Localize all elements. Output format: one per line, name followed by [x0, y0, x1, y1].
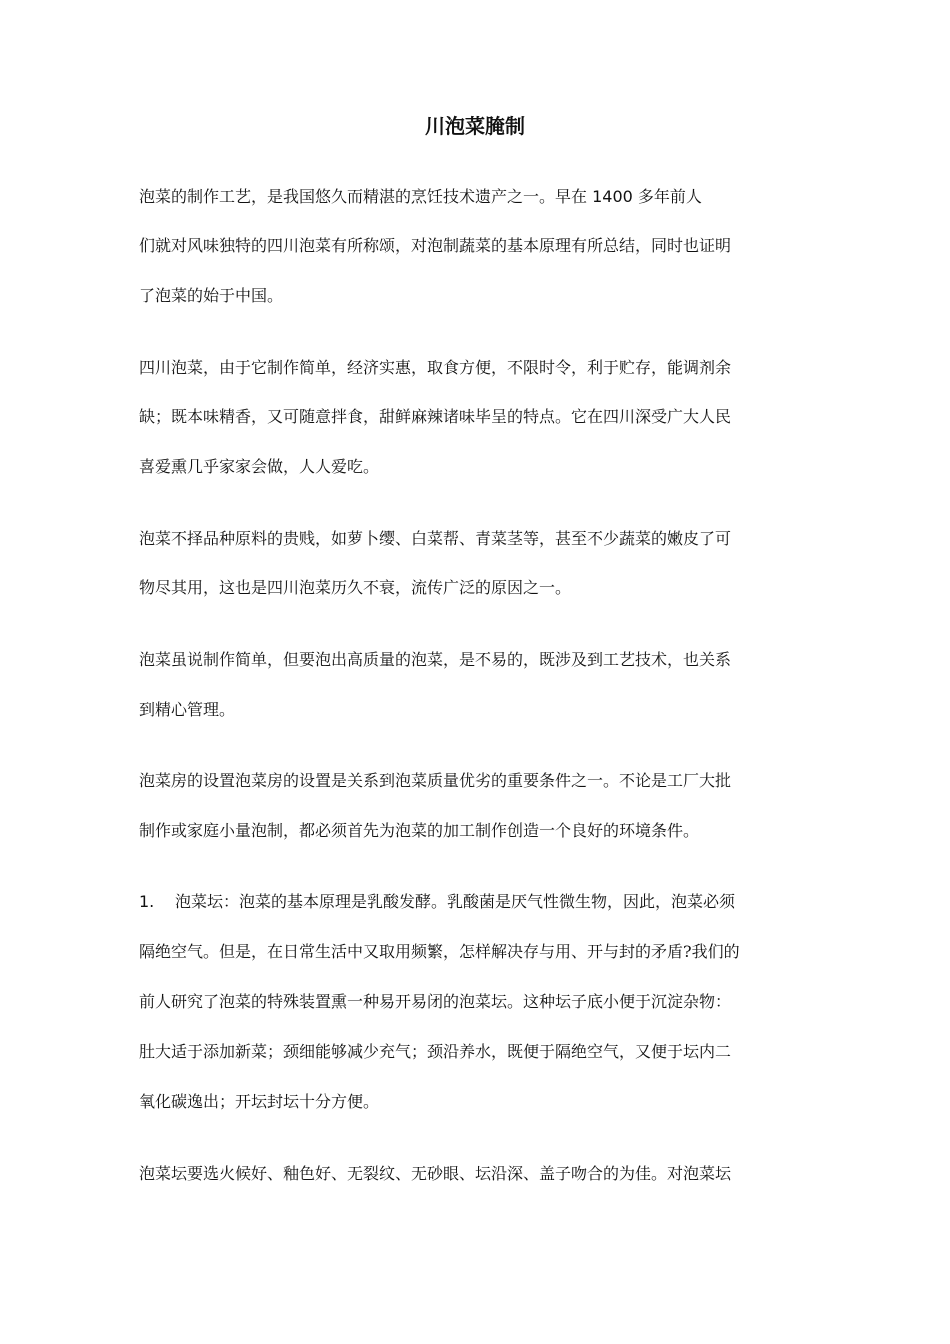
- paragraph-5-line-1: 泡菜房的设置泡菜房的设置是关系到泡菜质量优劣的重要条件之一。不论是工厂大批: [139, 771, 732, 790]
- paragraph-7-line-1: 泡菜坛要选火候好、釉色好、无裂纹、无砂眼、坛沿深、盖子吻合的为佳。对泡菜坛: [139, 1164, 732, 1183]
- paragraph-2-line-2: 缺；既本味精香，又可随意拌食，甜鲜麻辣诸味毕呈的特点。它在四川深受广大人民: [139, 407, 732, 426]
- paragraph-6-line-1: [139, 890, 735, 914]
- paragraph-1-line-1-text-a: 泡菜的制作工艺，是我国悠久而精湛的烹饪技术遗产之一。早在: [139, 187, 593, 206]
- paragraph-6-line-2: 隔绝空气。但是，在日常生活中又取用频繁，怎样解决存与用、开与封的矛盾?我们的: [139, 942, 740, 961]
- paragraph-4-line-2: 到精心管理。: [139, 700, 236, 719]
- document-title: 川泡菜腌制: [425, 114, 525, 138]
- list-number-marker: 1.: [139, 892, 155, 911]
- paragraph-6-line-1-text: 泡菜坛：泡菜的基本原理是乳酸发酵。乳酸菌是厌气性微生物，因此，泡菜必须: [175, 892, 736, 911]
- paragraph-2-line-1: 四川泡菜，由于它制作简单，经济实惠，取食方便，不限时令，利于贮存，能调剂余: [139, 358, 732, 377]
- paragraph-3-line-1: 泡菜不择品种原料的贵贱，如萝卜缨、白菜帮、青菜茎等，甚至不少蔬菜的嫩皮了可: [139, 529, 732, 548]
- paragraph-1-line-2: 们就对风味独特的四川泡菜有所称颂，对泡制蔬菜的基本原理有所总结，同时也证明: [139, 236, 732, 255]
- paragraph-3-line-2: 物尽其用，这也是四川泡菜历久不衰，流传广泛的原因之一。: [139, 578, 572, 597]
- paragraph-6-line-4: 肚大适于添加新菜；颈细能够减少充气；颈沿养水，既便于隔绝空气，又便于坛内二: [139, 1042, 732, 1061]
- paragraph-1-year-number: 1400: [592, 187, 633, 206]
- paragraph-4-line-1: 泡菜虽说制作简单，但要泡出高质量的泡菜，是不易的，既涉及到工艺技术，也关系: [139, 650, 732, 669]
- paragraph-6-line-5: 氧化碳逸出；开坛封坛十分方便。: [139, 1092, 380, 1111]
- paragraph-5-line-2: 制作或家庭小量泡制，都必须首先为泡菜的加工制作创造一个良好的环境条件。: [139, 821, 700, 840]
- paragraph-1-line-3: 了泡菜的始于中国。: [139, 286, 284, 305]
- paragraph-1-line-1: [139, 185, 702, 209]
- paragraph-6-line-3: 前人研究了泡菜的特殊装置熏一种易开易闭的泡菜坛。这种坛子底小便于沉淀杂物：: [139, 992, 732, 1011]
- paragraph-2-line-3: 喜爱熏几乎家家会做，人人爱吃。: [139, 457, 380, 476]
- paragraph-1-line-1-text-b: 多年前人: [632, 187, 702, 206]
